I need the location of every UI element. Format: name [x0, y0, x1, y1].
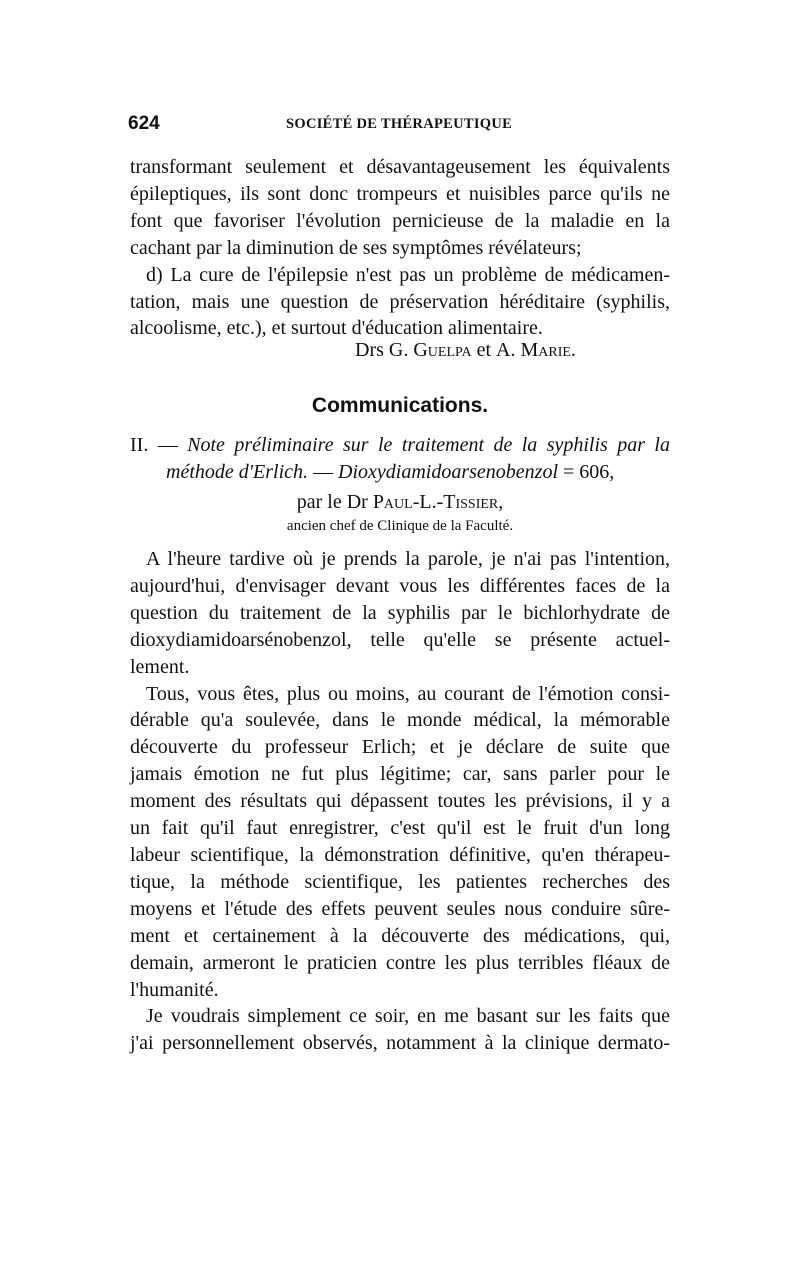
- author-name: Paul-L.-Tissier,: [372, 491, 504, 513]
- text-line: jamais émotion ne fut plus légitime; car, sans parler pour le: [130, 763, 670, 786]
- text-line: épileptiques, ils sont donc trompeurs et nuisibles parce qu'ils ne: [130, 182, 670, 205]
- intro-paragraph: [130, 154, 670, 342]
- signature-author-1: G. Guelpa: [388, 339, 472, 361]
- signature: [355, 337, 576, 364]
- text-line: cachant par la diminution de ses symptômes révélateurs;: [130, 236, 582, 259]
- text-line: transformant seulement et désavantageusement les équivalents: [130, 156, 670, 178]
- text-line: tation, mais une question de préservation héréditaire (syphilis,: [130, 290, 670, 313]
- signature-prefix: Drs: [355, 339, 384, 361]
- author-line: [0, 489, 800, 516]
- note-title-number: = 606,: [563, 461, 615, 483]
- text-line: Je voudrais simplement ce soir, en me basant sur les faits que: [146, 1005, 670, 1028]
- text-line: ment et certainement à la découverte des médications, qui,: [130, 924, 670, 947]
- text-line: dioxydiamidoarsénobenzol, telle qu'elle se présente actuel-: [130, 628, 670, 651]
- text-line: demain, armeront le praticien contre les plus terribles fléaux de: [130, 951, 670, 974]
- note-number: II. —: [130, 434, 178, 456]
- page-number: 624: [128, 113, 160, 134]
- note-title-dash: —: [313, 461, 334, 483]
- page-header: [128, 113, 670, 137]
- note-title-compound: Dioxydiamidoarsenobenzol: [338, 461, 559, 483]
- section-title: Communications.: [311, 394, 489, 417]
- text-line: moment des résultats qui dépassent toutes les prévisions, il y a: [130, 790, 670, 813]
- text-line: d) La cure de l'épilepsie n'est pas un problème de médicamen-: [146, 263, 670, 286]
- text-line: moyens et l'étude des effets peuvent seules nous conduire sûre-: [130, 897, 670, 920]
- text-line: lement.: [130, 655, 190, 678]
- text-line: aujourd'hui, d'envisager devant vous les différentes faces de la: [130, 574, 670, 597]
- signature-conjunction: et: [476, 339, 492, 361]
- body-text: [130, 546, 670, 1057]
- text-line: labeur scientifique, la démonstration définitive, qu'en thérapeu-: [130, 843, 670, 866]
- text-line: question du traitement de la syphilis par le bichlorhydrate de: [130, 601, 670, 624]
- text-line: font que favoriser l'évolution pernicieuse de la maladie en la: [130, 209, 670, 232]
- author-affiliation: ancien chef de Clinique de la Faculté.: [286, 518, 514, 534]
- text-line: tique, la méthode scientifique, les patientes recherches des: [130, 870, 670, 893]
- text-line: alcoolisme, etc.), et surtout d'éducation alimentaire.: [130, 317, 543, 340]
- running-title: SOCIÉTÉ DE THÉRAPEUTIQUE: [286, 116, 513, 132]
- text-line: Tous, vous êtes, plus ou moins, au courant de l'émotion consi-: [146, 682, 670, 705]
- note-title-line-2: [130, 459, 670, 486]
- note-title-line-1: [130, 432, 670, 459]
- note-title: [130, 432, 670, 486]
- text-line: dérable qu'a soulevée, dans le monde médical, la mémorable: [130, 709, 670, 732]
- text-line: l'humanité.: [130, 978, 219, 1001]
- author-prefix: par le Dr: [296, 491, 368, 513]
- text-line: un fait qu'il faut enregistrer, c'est qu'il est le fruit d'un long: [130, 817, 670, 840]
- text-line: A l'heure tardive où je prends la parole, je n'ai pas l'intention,: [146, 548, 670, 570]
- note-title-text: Note préliminaire sur le traitement de la syphilis par la: [187, 434, 670, 456]
- text-line: découverte du professeur Erlich; et je déclare de suite que: [130, 736, 670, 759]
- note-title-method: méthode d'Erlich.: [166, 461, 309, 483]
- signature-author-2: A. Marie.: [496, 339, 576, 361]
- text-line: j'ai personnellement observés, notamment à la clinique dermato-: [130, 1032, 670, 1055]
